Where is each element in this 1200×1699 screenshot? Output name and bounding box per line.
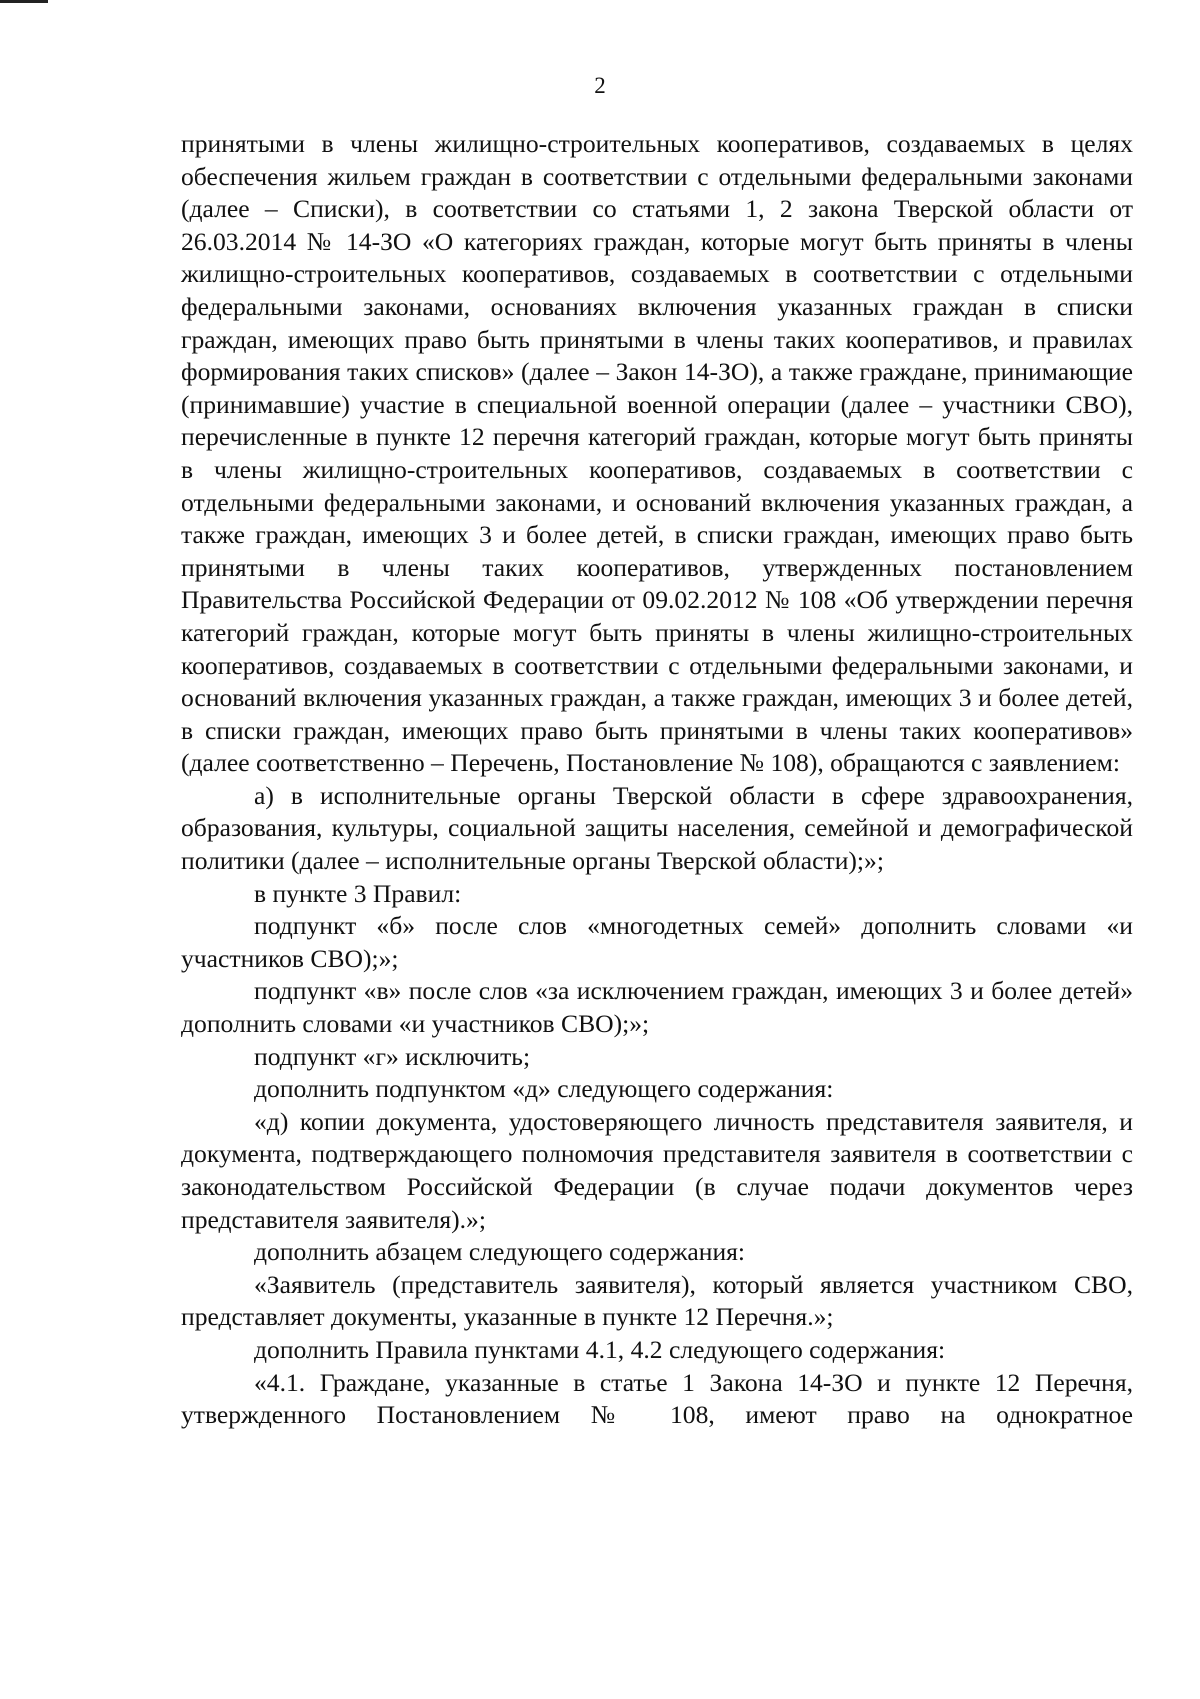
- paragraph-add-subitem-d: дополнить подпунктом «д» следующего содержания:: [254, 1074, 834, 1104]
- paragraph-subitem-v: подпункт «в» после слов «за исключением граждан, имеющих 3 и более детей» дополнить словами «и участников СВО);»;: [181, 976, 1133, 1039]
- paragraph-continuation: принятыми в члены жилищно-строительных кооперативов, создаваемых в целях обеспечения жильем граждан в соответствии с отдельными федеральными законами (далее – Списки), в соответствии со статьями 1, 2 закона Тверской области от 26.03.2014 № 14-ЗО «О категориях граждан, которые могут быть приняты в члены жилищно-строительных кооперативов, создаваемых в соответствии с отдельными федеральными законами, основаниях включения указанных граждан в списки граждан, имеющих право быть принятыми в члены таких кооперативов, и правилах формирования таких списков» (далее – Закон 14-ЗО), а также граждане, принимающие (принимавшие) участие в специальной военной операции (далее – участники СВО), перечисленные в пункте 12 перечня категорий граждан, которые могут быть приняты в члены жилищно-строительных кооперативов, создаваемых в соответствии с отдельными федеральными законами, и оснований включения указанных граждан, а также граждан, имеющих 3 и более детей, в списки граждан, имеющих право быть принятыми в члены таких кооперативов, утвержденных постановлением Правительства Российской Федерации от 09.02.2012 № 108 «Об утверждении перечня категорий граждан, которые могут быть приняты в члены жилищно-строительных кооперативов, создаваемых в соответствии с отдельными федеральными законами, и оснований включения указанных граждан, а также граждан, имеющих 3 и более детей, в списки граждан, имеющих право быть принятыми в члены таких кооперативов» (далее соответственно – Перечень, Постановление № 108), обращаются с заявлением:: [181, 129, 1133, 778]
- paragraph-subitem-g: подпункт «г» исключить;: [254, 1041, 531, 1071]
- paragraph-subitem-b: подпункт «б» после слов «многодетных семей» дополнить словами «и участников СВО);»;: [181, 911, 1133, 973]
- page-number: 2: [594, 73, 606, 98]
- paragraph-add-clause: дополнить абзацем следующего содержания:: [254, 1237, 746, 1267]
- paragraph-applicant-clause: «Заявитель (представитель заявителя), который является участником СВО, представляет документы, указанные в пункте 12 Перечня.»;: [181, 1269, 1133, 1332]
- paragraph-point-4-1: «4.1. Граждане, указанные в статье 1 Закона 14-ЗО и пункте 12 Перечня, утвержденного Постановлением № 108, имеют право на однократное: [181, 1367, 1133, 1430]
- paragraph-rules-point-3: в пункте 3 Правил:: [254, 878, 462, 908]
- document-body: [181, 128, 1133, 1432]
- scan-corner-mark: [0, 0, 48, 3]
- paragraph-add-points: дополнить Правила пунктами 4.1, 4.2 следующего содержания:: [254, 1334, 946, 1364]
- paragraph-subitem-d-text: «д) копии документа, удостоверяющего личность представителя заявителя, и документа, подтверждающего полномочия представителя заявителя в соответствии с законодательством Российской Федерации (в случае подачи документов через представителя заявителя).»;: [181, 1106, 1133, 1234]
- paragraph-subitem-a: а) в исполнительные органы Тверской области в сфере здравоохранения, образования, культуры, социальной защиты населения, семейной и демографической политики (далее – исполнительные органы Тверской области);»;: [181, 780, 1133, 876]
